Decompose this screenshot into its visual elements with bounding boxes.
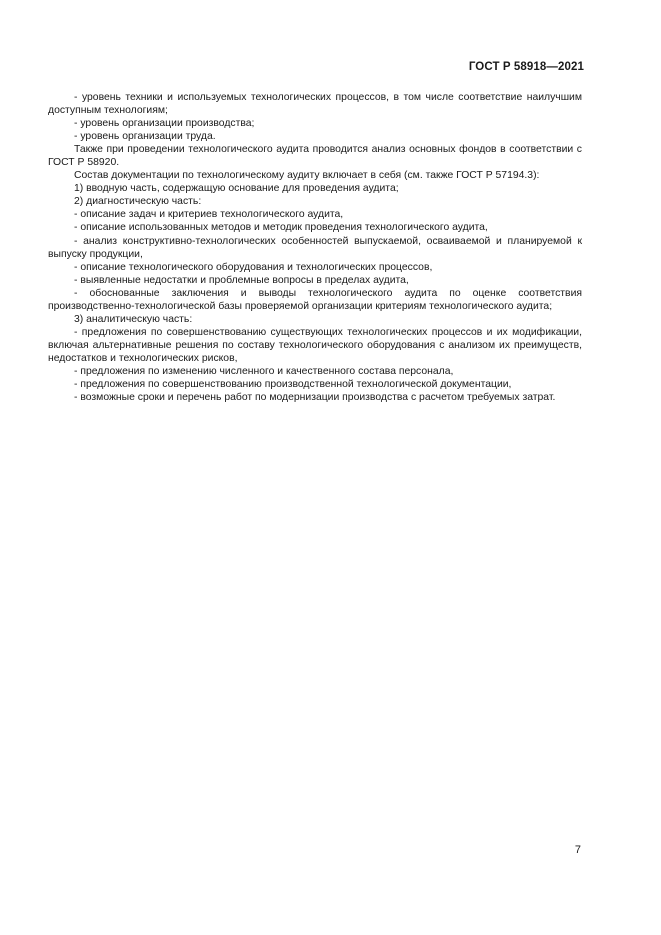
- paragraph: - уровень организации труда.: [74, 131, 216, 143]
- paragraph: 2) диагностическую часть:: [74, 196, 202, 208]
- paragraph: - уровень техники и используемых технологических процессов, в том числе соответствие наилучшим доступным технологиям;: [48, 92, 582, 117]
- paragraph: - уровень организации производства;: [74, 118, 255, 130]
- paragraph: 1) вводную часть, содержащую основание для проведения аудита;: [74, 183, 399, 195]
- document-header-id: ГОСТ Р 58918—2021: [468, 61, 584, 73]
- paragraph: - обоснованные заключения и выводы технологического аудита по оценке соответствия производственно-технологической базы проверяемой организации критериям технологического аудита;: [48, 287, 582, 312]
- paragraph: - описание технологического оборудования и технологических процессов,: [74, 261, 433, 273]
- paragraph: - предложения по совершенствованию существующих технологических процессов и их модификации, включая альтернативные решения по составу технологического оборудования с анализом их преимуществ, недостатков и технологических рисков,: [48, 326, 582, 364]
- paragraph: - предложения по изменению численного и качественного состава персонала,: [74, 365, 454, 377]
- paragraph: - возможные сроки и перечень работ по модернизации производства с расчетом требуемых затрат.: [74, 392, 556, 404]
- paragraph: - предложения по совершенствованию производственной технологической документации,: [74, 379, 512, 391]
- paragraph: Также при проведении технологического аудита проводится анализ основных фондов в соответствии с ГОСТ Р 58920.: [48, 144, 582, 169]
- paragraph: - выявленные недостатки и проблемные вопросы в пределах аудита,: [74, 274, 409, 286]
- page-number: 7: [574, 844, 581, 856]
- document-body: [48, 91, 582, 404]
- paragraph: Состав документации по технологическому аудиту включает в себя (см. также ГОСТ Р 57194.3):: [74, 170, 540, 182]
- paragraph: - анализ конструктивно-технологических особенностей выпускаемой, осваиваемой и планируемой к выпуску продукции,: [48, 235, 582, 260]
- paragraph: - описание задач и критериев технологического аудита,: [74, 209, 344, 221]
- paragraph: - описание использованных методов и методик проведения технологического аудита,: [74, 222, 488, 234]
- paragraph: 3) аналитическую часть:: [74, 313, 193, 325]
